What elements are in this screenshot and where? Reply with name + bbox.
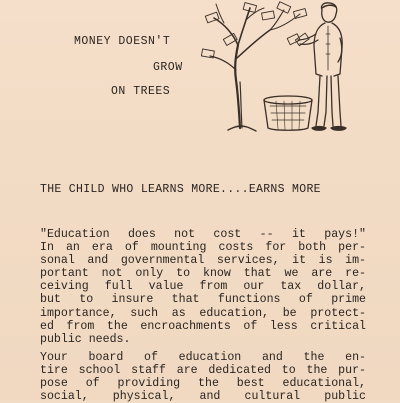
paragraph-line: sonal and governmental services, it is im- xyxy=(40,254,366,268)
slogan-line-2: GROW xyxy=(153,61,183,74)
paragraph-line: pose of providing the best educational, xyxy=(40,377,366,391)
paragraph-line: social, physical, and cultural public xyxy=(40,390,366,403)
paragraph-line: but to insure that functions of prime xyxy=(40,293,366,307)
paragraph-line: public needs. xyxy=(40,332,131,346)
paragraph-line: In an era of mounting costs for both per- xyxy=(40,241,366,255)
money-bills xyxy=(201,2,309,58)
paragraph-line: tire school staff are dedicated to the pur- xyxy=(40,364,366,378)
paragraph-line: ceiving full value from our tax dollar, xyxy=(40,280,366,294)
paragraph-1 xyxy=(40,228,366,346)
paragraph-line: portant not only to know that we are re- xyxy=(40,267,366,281)
paragraph-line: Your board of education and the en- xyxy=(40,351,366,364)
paragraph-line: "Education does not cost -- it pays!" xyxy=(40,228,366,241)
paragraph-2 xyxy=(40,351,366,403)
paragraph-line: ed from the encroachments of less critical xyxy=(40,319,366,333)
man-figure xyxy=(287,3,346,130)
basket xyxy=(264,96,312,130)
paragraph-line: importance, such as education, be protect- xyxy=(40,306,366,320)
money-tree-illustration xyxy=(200,0,400,140)
section-heading: THE CHILD WHO LEARNS MORE....EARNS MORE xyxy=(40,183,321,196)
slogan-line-1: MONEY DOESN'T xyxy=(74,35,171,48)
slogan-line-3: ON TREES xyxy=(111,85,171,98)
